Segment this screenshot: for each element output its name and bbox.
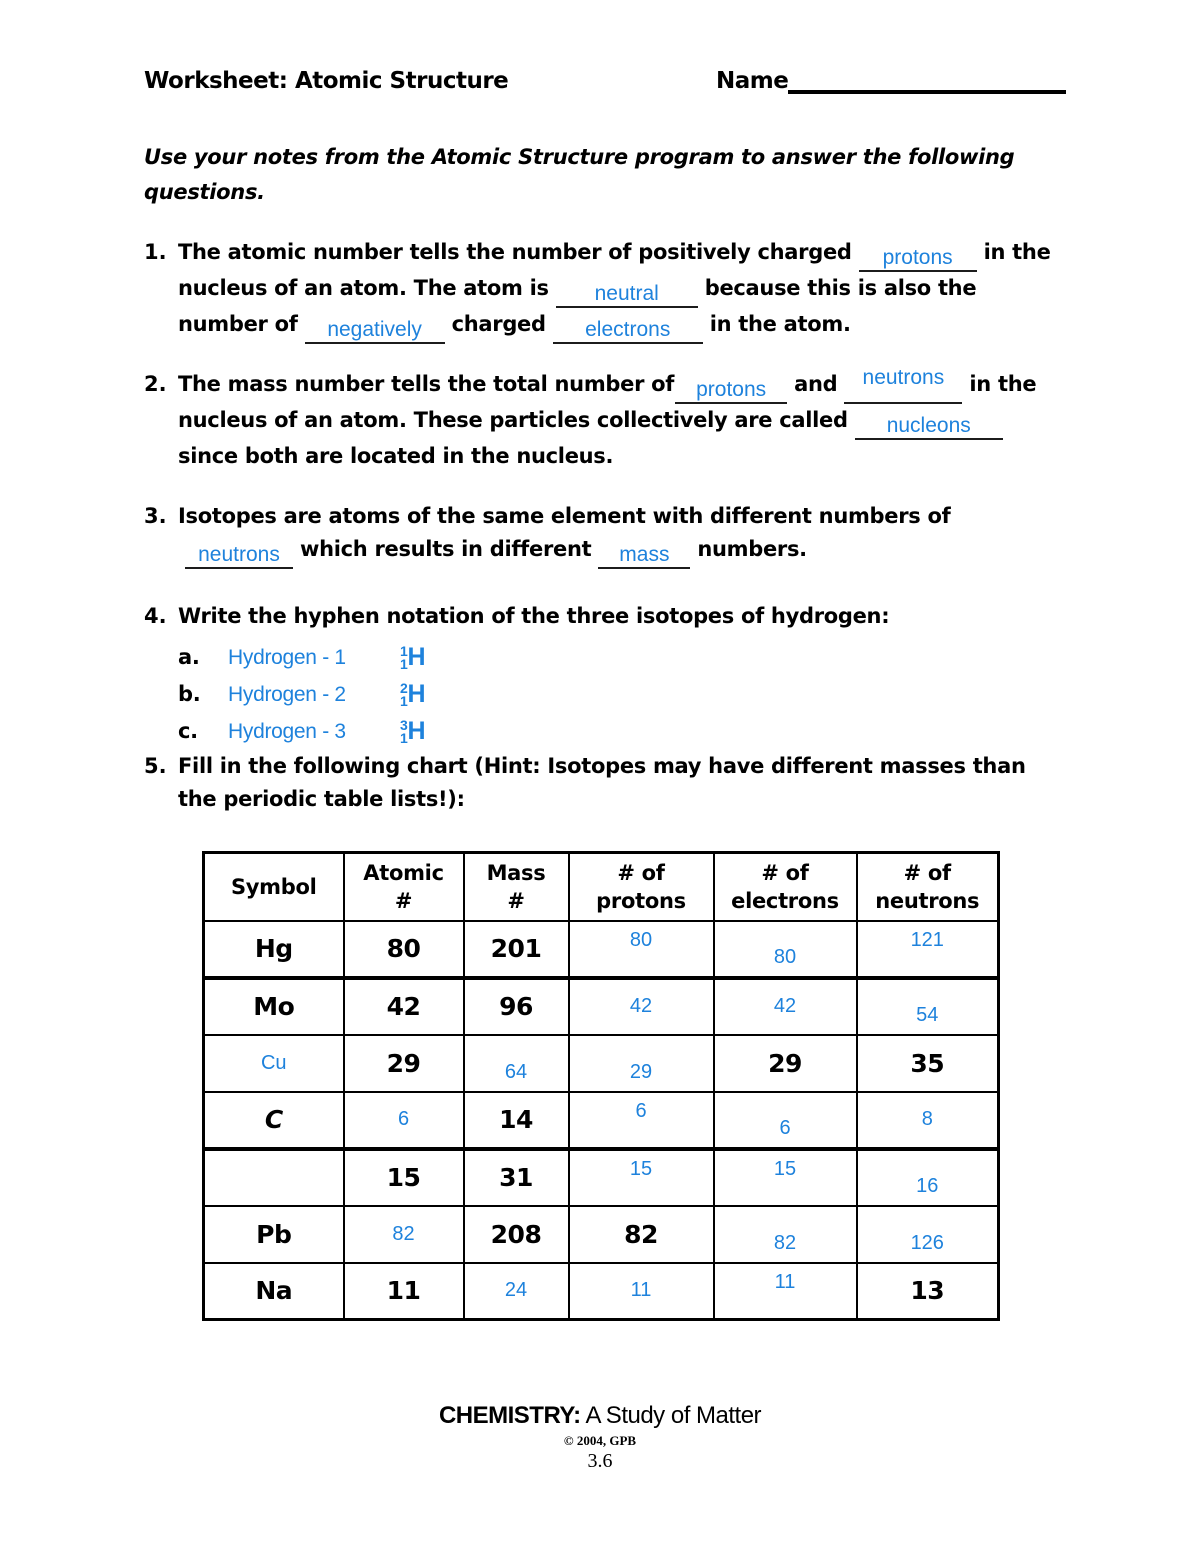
table-row-pb	[204, 1206, 999, 1263]
question-2-text	[178, 368, 1066, 473]
table-cell: 14	[464, 1092, 569, 1149]
question-2-segment: The mass number tells the total number of	[178, 372, 675, 396]
question-1	[144, 236, 1066, 344]
mass-atomic-stack	[400, 716, 408, 746]
hyphen-notation-answer: Hydrogen - 1	[228, 646, 346, 669]
answer-blank	[859, 245, 977, 272]
atomic-number: 1	[400, 655, 408, 672]
question-5	[144, 750, 1066, 816]
mass-number: 2	[400, 679, 408, 696]
isotope-list	[178, 639, 1066, 750]
item-letter: a.	[178, 645, 200, 669]
question-3-segment: Isotopes are atoms of the same element with different numbers of	[178, 504, 951, 528]
table-cell: 126	[857, 1206, 999, 1263]
intro-text: Use your notes from the Atomic Structure program to answer the following questions.	[144, 145, 1015, 204]
table-cell: 8	[857, 1092, 999, 1149]
table-cell: 29	[569, 1035, 714, 1092]
mass-atomic-stack	[400, 642, 408, 672]
table-cell: Cu	[204, 1035, 344, 1092]
series-title-rest: A Study of Matter	[580, 1402, 762, 1429]
question-5-prompt: Fill in the following chart (Hint: Isotopes may have different masses than the periodic table lists!):	[178, 754, 1026, 811]
answer-blank	[553, 317, 703, 344]
answer-text: electrons	[585, 318, 671, 341]
header-num-neutrons: # of neutrons	[857, 853, 999, 921]
answer-text: protons	[882, 246, 953, 269]
table-cell: 80	[714, 921, 857, 978]
table-cell: Pb	[204, 1206, 344, 1263]
question-3-text	[178, 500, 1066, 569]
table-cell: 6	[569, 1092, 714, 1149]
answer-text: neutrons	[862, 366, 945, 389]
table-cell: 42	[344, 978, 464, 1035]
table-cell: 11	[344, 1263, 464, 1320]
atomic-number: 1	[400, 729, 408, 746]
table-row-c	[204, 1092, 999, 1149]
table-row-blank-symbol	[204, 1149, 999, 1206]
series-title	[0, 1402, 1200, 1430]
isotope-item-b	[178, 676, 1066, 713]
table-cell: 80	[569, 921, 714, 978]
table-cell: 6	[344, 1092, 464, 1149]
hyphen-notation-answer: Hydrogen - 3	[228, 720, 346, 743]
question-1-segment: in the nucleus of an atom. The atom is	[178, 240, 1051, 300]
table-cell: 6	[714, 1092, 857, 1149]
element-symbol: H	[407, 680, 426, 708]
answer-text: neutral	[594, 282, 659, 305]
question-2-number: 2.	[144, 372, 167, 396]
mass-atomic-stack	[400, 679, 408, 709]
table-cell: 11	[569, 1263, 714, 1320]
question-4	[144, 600, 1066, 750]
copyright-text: © 2004, GPB	[563, 1433, 637, 1448]
table-cell: 54	[857, 978, 999, 1035]
page-title: Worksheet: Atomic Structure	[144, 68, 509, 94]
table-header-row	[204, 853, 999, 921]
answer-text: mass	[619, 543, 670, 566]
table-cell: 82	[569, 1206, 714, 1263]
page-footer	[0, 1402, 1200, 1473]
table-cell: 24	[464, 1263, 569, 1320]
question-1-segment: charged	[451, 312, 546, 336]
table-cell: 82	[714, 1206, 857, 1263]
header-symbol: Symbol	[204, 853, 344, 921]
answer-blank	[305, 317, 445, 344]
table-cell: 16	[857, 1149, 999, 1206]
question-2-segment: since both are located in the nucleus.	[178, 444, 614, 468]
question-1-segment: in the atom.	[709, 312, 851, 336]
nuclear-symbol	[400, 679, 426, 709]
question-3-segment: numbers.	[697, 537, 807, 561]
nuclear-symbol	[400, 716, 426, 746]
table-cell: 29	[714, 1035, 857, 1092]
header-num-protons: # of protons	[569, 853, 714, 921]
table-cell: 13	[857, 1263, 999, 1320]
table-cell: 96	[464, 978, 569, 1035]
table-row-na	[204, 1263, 999, 1320]
isotope-item-a	[178, 639, 1066, 676]
table-row-hg	[204, 921, 999, 978]
header-mass-number: Mass #	[464, 853, 569, 921]
question-4-prompt: Write the hyphen notation of the three isotopes of hydrogen:	[178, 604, 890, 628]
table-cell: 29	[344, 1035, 464, 1092]
question-1-number: 1.	[144, 240, 167, 264]
question-4-text	[178, 600, 1066, 750]
question-2-segment: in the nucleus of an atom. These particles collectively are called	[178, 372, 1037, 432]
table-cell: 82	[344, 1206, 464, 1263]
question-4-number: 4.	[144, 604, 167, 628]
answer-text: protons	[696, 378, 767, 401]
table-row-cu	[204, 1035, 999, 1092]
table-cell	[204, 1149, 344, 1206]
isotope-item-c	[178, 713, 1066, 750]
page-number: 3.6	[587, 1450, 613, 1472]
answer-blank	[556, 281, 698, 308]
answer-blank	[675, 377, 787, 404]
table-cell: C	[204, 1092, 344, 1149]
name-row	[716, 68, 1066, 94]
question-3-segment: which results in different	[300, 537, 592, 561]
answer-blank	[598, 542, 690, 569]
table-cell: Na	[204, 1263, 344, 1320]
item-letter: b.	[178, 682, 201, 706]
answer-text: neutrons	[198, 543, 280, 566]
table-cell: 201	[464, 921, 569, 978]
answer-blank	[844, 366, 962, 404]
header-num-electrons: # of electrons	[714, 853, 857, 921]
table-cell: 15	[344, 1149, 464, 1206]
question-5-number: 5.	[144, 754, 167, 778]
name-label: Name	[716, 68, 789, 94]
mass-number: 1	[400, 642, 408, 659]
hyphen-notation-answer: Hydrogen - 2	[228, 683, 346, 706]
question-1-segment: because this is also the number of	[178, 276, 977, 336]
question-1-segment: The atomic number tells the number of positively charged	[178, 240, 852, 264]
item-letter: c.	[178, 719, 198, 743]
table-cell: 15	[714, 1149, 857, 1206]
mass-number: 3	[400, 716, 408, 733]
isotope-chart-table	[202, 851, 1000, 1321]
header-atomic-number: Atomic #	[344, 853, 464, 921]
table-cell: 121	[857, 921, 999, 978]
table-cell: 42	[714, 978, 857, 1035]
table-cell: 42	[569, 978, 714, 1035]
table-cell: 11	[714, 1263, 857, 1320]
answer-blank	[855, 413, 1003, 440]
question-2	[144, 368, 1066, 473]
question-1-text	[178, 236, 1066, 344]
table-cell: 208	[464, 1206, 569, 1263]
table-cell: 80	[344, 921, 464, 978]
question-2-segment: and	[794, 372, 838, 396]
table-row-mo	[204, 978, 999, 1035]
nuclear-symbol	[400, 642, 426, 672]
question-3	[144, 500, 1066, 569]
atomic-number: 1	[400, 692, 408, 709]
table-cell: Mo	[204, 978, 344, 1035]
series-title-bold: CHEMISTRY:	[438, 1402, 581, 1429]
table-cell: 64	[464, 1035, 569, 1092]
element-symbol: H	[407, 717, 426, 745]
answer-text: nucleons	[886, 414, 971, 437]
answer-text: negatively	[327, 318, 422, 341]
name-blank-line	[788, 68, 1066, 94]
question-3-number: 3.	[144, 504, 167, 528]
table-cell: 15	[569, 1149, 714, 1206]
element-symbol: H	[407, 643, 426, 671]
table-cell: 31	[464, 1149, 569, 1206]
table-cell: Hg	[204, 921, 344, 978]
answer-blank	[185, 542, 293, 569]
table-cell: 35	[857, 1035, 999, 1092]
